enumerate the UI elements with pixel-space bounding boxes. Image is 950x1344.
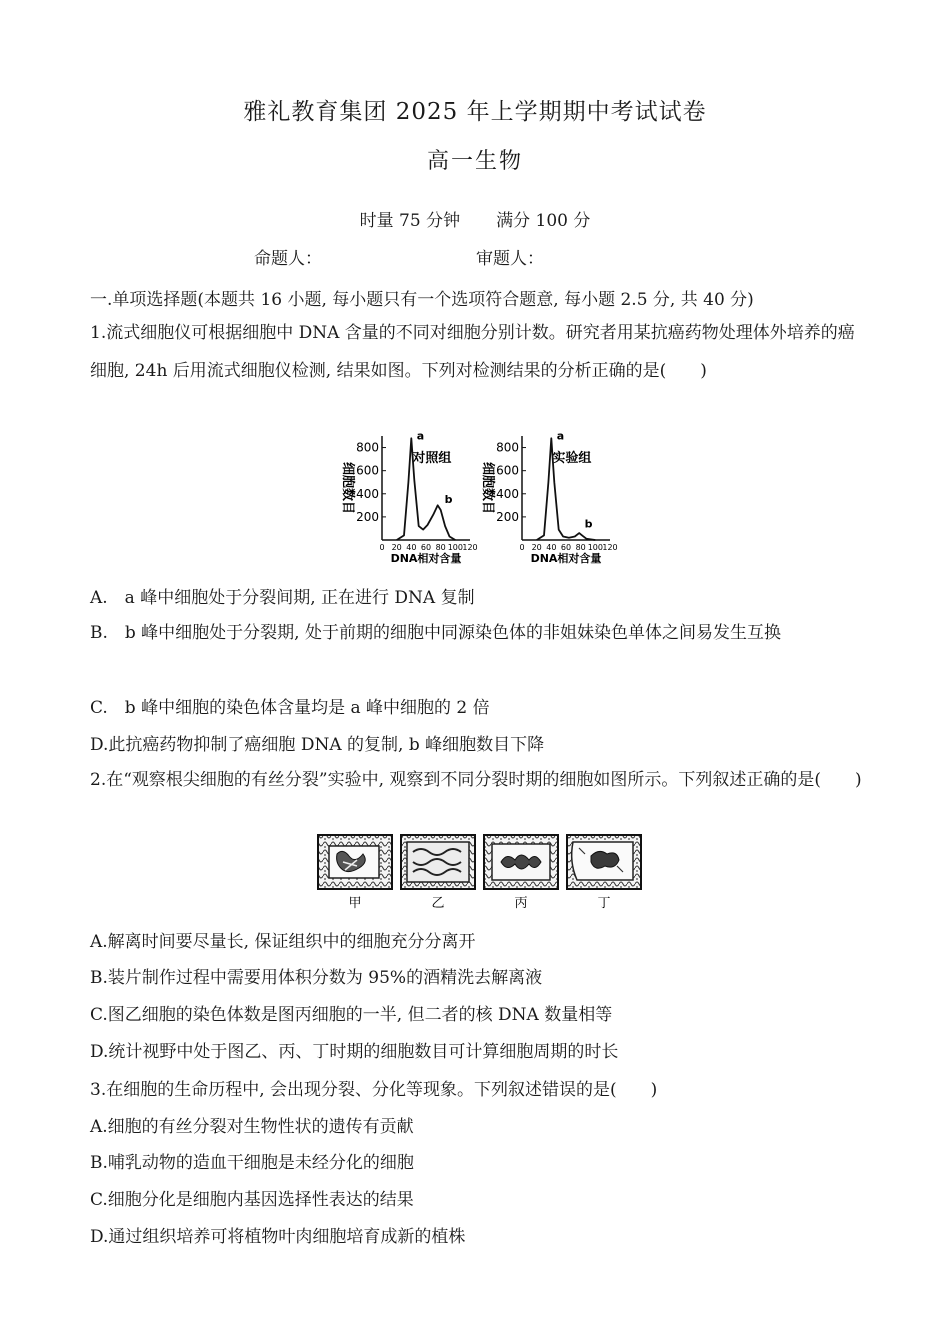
q2-option-c: C.图乙细胞的染色体数是图丙细胞的一半, 但二者的核 DNA 数量相等 xyxy=(90,1005,613,1025)
chart2-x-tick-label: 40 xyxy=(546,543,557,552)
chart2-y-tick-label: 400 xyxy=(496,486,519,501)
chart1-y-tick-label: 400 xyxy=(356,486,379,501)
chart1-peak-label-a: a xyxy=(416,429,425,443)
cell-bing-image xyxy=(484,835,558,889)
chart1-x-tick-label: 100 xyxy=(447,543,463,552)
q2-option-a: A.解离时间要尽量长, 保证组织中的细胞充分分离开 xyxy=(90,932,476,952)
label-bing: 丙 xyxy=(514,896,528,911)
q1-option-a: A. a 峰中细胞处于分裂间期, 正在进行 DNA 复制 xyxy=(90,588,475,608)
exam-title: 雅礼教育集团 2025 年上学期期中考试试卷 xyxy=(243,99,707,125)
q1-option-d: D.此抗癌药物抑制了癌细胞 DNA 的复制, b 峰细胞数目下降 xyxy=(90,735,545,755)
q1-option-c: C. b 峰中细胞的染色体含量均是 a 峰中细胞的 2 倍 xyxy=(90,698,490,718)
setter-label: 命题人： xyxy=(254,249,322,269)
chart1-x-tick-label: 40 xyxy=(406,543,417,552)
section-heading: 一.单项选择题(本题共 16 小题, 每小题只有一个选项符合题意, 每小题 2.5 分, 共 40 分) xyxy=(90,290,754,310)
chart2-x-tick-label: 20 xyxy=(531,543,542,552)
q3-stem: 3.在细胞的生命历程中, 会出现分裂、分化等现象。下列叙述错误的是( ) xyxy=(90,1080,658,1100)
chart2-peak-label-b: b xyxy=(584,517,593,531)
chart2-y-tick-label: 600 xyxy=(496,463,519,478)
exam-meta xyxy=(0,206,950,231)
q1-charts xyxy=(330,428,620,568)
chart1-y-tick-label: 200 xyxy=(356,509,379,524)
q2-stem: 2.在“观察根尖细胞的有丝分裂”实验中, 观察到不同分裂时期的细胞如图所示。下列叙述正确的是( ) xyxy=(90,770,862,790)
q3-option-d: D.通过组织培养可将植物叶肉细胞培育成新的植株 xyxy=(90,1227,466,1247)
chart2-x-tick-label: 80 xyxy=(575,543,586,552)
chart1-x-tick-label: 0 xyxy=(379,543,385,552)
q3-option-a: A.细胞的有丝分裂对生物性状的遗传有贡献 xyxy=(90,1117,414,1137)
chart2-x-tick-label: 0 xyxy=(519,543,525,552)
q2-option-d: D.统计视野中处于图乙、丙、丁时期的细胞数目可计算细胞周期的时长 xyxy=(90,1042,619,1062)
subject-title: 高一生物 xyxy=(426,149,523,174)
chart2-peak-label-a: a xyxy=(556,429,565,443)
q1-option-b: B. b 峰中细胞处于分裂期, 处于前期的细胞中同源染色体的非姐妹染色单体之间易发生互换 xyxy=(90,623,781,643)
q2-figure xyxy=(315,832,645,912)
label-ding: 丁 xyxy=(597,896,611,911)
chart1-x-tick-label: 80 xyxy=(435,543,446,552)
chart2-x-tick-label: 60 xyxy=(560,543,572,552)
chart2-x-tick-label: 120 xyxy=(602,543,618,552)
cell-yi-image xyxy=(401,835,475,889)
chart1-x-tick-label: 20 xyxy=(391,543,402,552)
label-jia: 甲 xyxy=(348,896,362,911)
chart1-x-axis-label: DNA相对含量 xyxy=(390,552,462,565)
cell-jia-image xyxy=(318,835,392,889)
chart2-x-axis-label: DNA相对含量 xyxy=(530,552,602,565)
chart1-title: 对照组 xyxy=(412,451,452,466)
full-score: 满分 100 分 xyxy=(496,211,591,231)
q3-option-c: C.细胞分化是细胞内基因选择性表达的结果 xyxy=(90,1190,414,1210)
chart1-y-tick-label: 800 xyxy=(356,440,379,455)
label-yi: 乙 xyxy=(431,896,445,911)
chart2-title: 实验组 xyxy=(552,451,592,466)
chart2-y-axis-label: 细胞数目 xyxy=(480,461,495,515)
chart2-y-tick-label: 200 xyxy=(496,509,519,524)
time-limit: 时量 75 分钟 xyxy=(359,211,461,231)
chart1-peak-label-b: b xyxy=(444,493,453,507)
chart1-x-tick-label: 120 xyxy=(462,543,478,552)
chart1-y-axis-label: 细胞数目 xyxy=(340,461,355,515)
q1-stem: 1.流式细胞仪可根据细胞中 DNA 含量的不同对细胞分别计数。研究者用某抗癌药物处理体外培养的癌细胞, 24h 后用流式细胞仪检测, 结果如图。下列对检测结果的分析正确的是( ) xyxy=(90,323,855,381)
q2-cell-images xyxy=(315,832,645,912)
q3-option-b: B.哺乳动物的造血干细胞是未经分化的细胞 xyxy=(90,1153,414,1173)
q2-option-b: B.装片制作过程中需要用体积分数为 95%的酒精洗去解离液 xyxy=(90,968,543,988)
chart1-x-tick-label: 60 xyxy=(420,543,432,552)
q1-figure xyxy=(330,428,620,568)
chart2-x-tick-label: 100 xyxy=(587,543,603,552)
reviewer-label: 审题人： xyxy=(476,249,544,269)
chart1-y-tick-label: 600 xyxy=(356,463,379,478)
chart2-y-tick-label: 800 xyxy=(496,440,519,455)
cell-ding-image xyxy=(567,835,641,889)
